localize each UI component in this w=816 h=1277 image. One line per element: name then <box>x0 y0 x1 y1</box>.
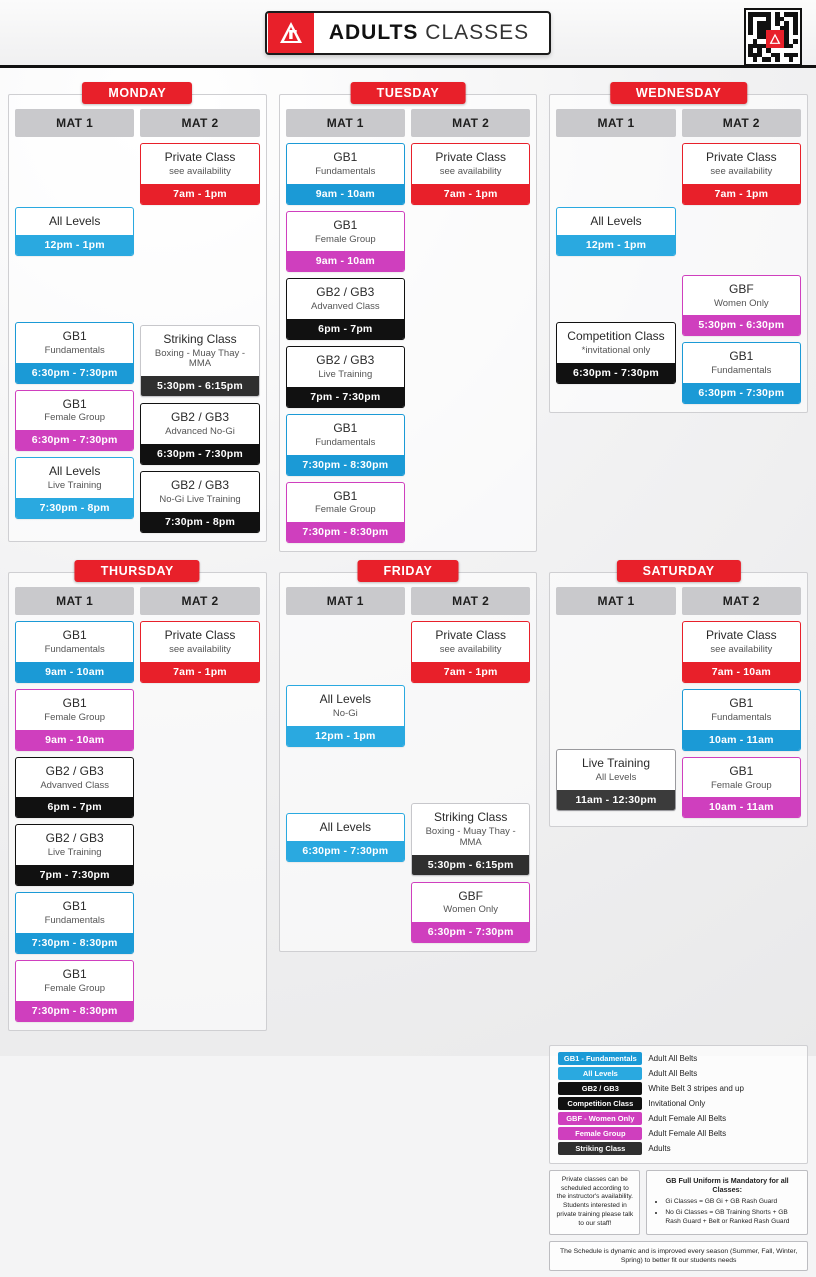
class-time: 7am - 1pm <box>141 184 258 204</box>
class-card-body <box>287 415 404 455</box>
class-card-body <box>16 893 133 933</box>
legend-chip: Female Group <box>558 1127 642 1140</box>
schedule-spacer <box>556 685 675 743</box>
class-card-body <box>287 814 404 841</box>
legend-item <box>558 1112 799 1125</box>
class-time: 6:30pm - 7:30pm <box>287 841 404 861</box>
legend-chip: GBF - Women Only <box>558 1112 642 1125</box>
mat2-label: MAT 2 <box>682 587 801 615</box>
class-title: GB1 <box>333 150 358 164</box>
class-time: 9am - 10am <box>16 662 133 682</box>
class-time: 5:30pm - 6:30pm <box>683 315 800 335</box>
mat2-classes <box>411 143 530 543</box>
class-subtitle: Female Group <box>44 412 106 424</box>
class-time: 6:30pm - 7:30pm <box>557 363 674 383</box>
mat2-classes <box>140 143 259 533</box>
class-title: Private Class <box>705 150 777 164</box>
class-card-body <box>412 144 529 184</box>
class-card-body <box>287 279 404 319</box>
class-time: 6:30pm - 7:30pm <box>683 383 800 403</box>
class-title: GB1 <box>62 396 87 411</box>
day-column-friday <box>279 560 538 1030</box>
class-time: 7am - 1pm <box>412 662 529 682</box>
class-card-body <box>16 825 133 865</box>
class-card-body <box>683 622 800 662</box>
class-subtitle: Fundamentals <box>315 165 376 177</box>
mat-columns <box>286 109 531 543</box>
class-time: 7am - 1pm <box>412 184 529 204</box>
class-card-body <box>557 750 674 790</box>
class-time: 10am - 11am <box>683 730 800 750</box>
day-body <box>549 94 808 413</box>
class-time: 7:30pm - 8:30pm <box>287 522 404 542</box>
mat1-label: MAT 1 <box>15 109 134 137</box>
class-title: GB2 / GB3 <box>316 285 375 300</box>
schedule-spacer <box>286 621 405 679</box>
legend-description: Adult All Belts <box>648 1053 698 1063</box>
class-title: GB1 <box>333 217 358 232</box>
class-subtitle: see availability <box>710 165 773 177</box>
class-time: 9am - 10am <box>16 730 133 750</box>
day-header: WEDNESDAY <box>610 82 748 104</box>
day-header: SATURDAY <box>617 560 741 582</box>
class-subtitle: Female Group <box>314 504 376 516</box>
class-subtitle: see availability <box>439 165 502 177</box>
mat1-classes <box>15 621 134 1021</box>
class-card[interactable] <box>140 621 259 683</box>
legend-description: Adult All Belts <box>648 1068 698 1078</box>
legend-description: Adults <box>648 1143 671 1153</box>
class-card-body <box>412 622 529 662</box>
class-card[interactable] <box>286 685 405 747</box>
class-subtitle: Advanved Class <box>310 301 380 313</box>
class-title: GB1 <box>62 328 87 343</box>
mat-columns <box>286 587 531 943</box>
class-card-body <box>412 883 529 923</box>
legend-description: White Belt 3 stripes and up <box>648 1083 744 1093</box>
day-body <box>279 94 538 552</box>
class-title: GBF <box>728 281 754 296</box>
mat2-label: MAT 2 <box>411 587 530 615</box>
class-title: All Levels <box>590 214 642 228</box>
class-card-body <box>141 326 258 377</box>
mat2-label: MAT 2 <box>140 587 259 615</box>
class-time: 7am - 1pm <box>683 184 800 204</box>
class-subtitle: Female Group <box>44 711 106 723</box>
class-subtitle: No-Gi <box>332 708 358 720</box>
day-header: MONDAY <box>82 82 192 104</box>
mat1-label: MAT 1 <box>556 109 675 137</box>
class-title: Private Class <box>435 150 506 164</box>
class-time: 6:30pm - 7:30pm <box>141 444 258 464</box>
class-time: 6pm - 7pm <box>16 797 133 817</box>
class-title: Competition Class <box>567 328 665 343</box>
mat1-label: MAT 1 <box>15 587 134 615</box>
class-card[interactable] <box>556 749 675 811</box>
class-subtitle: Boxing - Muay Thay - MMA <box>154 347 246 370</box>
class-time: 5:30pm - 6:15pm <box>412 855 529 875</box>
class-card-body <box>557 208 674 235</box>
class-card-body <box>16 690 133 730</box>
class-title: GB1 <box>62 696 87 711</box>
class-card[interactable] <box>682 275 801 337</box>
legend-description: Adult Female All Belts <box>648 1113 727 1123</box>
class-card-body <box>16 458 133 498</box>
day-body <box>549 572 808 827</box>
class-card[interactable] <box>682 342 801 404</box>
class-card-body <box>141 472 258 512</box>
class-title: GBF <box>458 888 483 903</box>
class-title: All Levels <box>48 214 101 228</box>
mat-columns <box>556 109 801 404</box>
class-title: GB1 <box>333 420 358 435</box>
class-card[interactable] <box>411 803 530 876</box>
class-title: GB2 / GB3 <box>170 478 229 493</box>
mat2-classes <box>140 621 259 1021</box>
class-subtitle: Live Training <box>318 368 373 380</box>
class-card[interactable] <box>15 892 134 954</box>
class-card[interactable] <box>15 757 134 819</box>
mat1-classes <box>15 143 134 533</box>
legend-section <box>549 1045 808 1272</box>
day-column-tuesday <box>279 82 538 552</box>
page-title-bold: ADULTS <box>328 20 419 44</box>
mat2-classes <box>411 621 530 943</box>
class-subtitle: *invitational only <box>581 344 651 356</box>
class-card-body <box>16 208 133 235</box>
class-card-body <box>16 622 133 662</box>
class-subtitle: Boxing - Muay Thay - MMA <box>425 825 516 848</box>
class-card[interactable] <box>15 390 134 452</box>
class-subtitle: No-Gi Live Training <box>159 493 241 505</box>
class-subtitle: Live Training <box>47 480 102 492</box>
class-subtitle: All Levels <box>595 772 637 784</box>
page-title-light: CLASSES <box>425 20 530 44</box>
class-time: 7:30pm - 8pm <box>141 512 258 532</box>
class-subtitle: see availability <box>169 644 231 656</box>
class-subtitle: Fundamentals <box>44 914 105 926</box>
schedule-footer-note: The Schedule is dynamic and is improved every season (Summer, Fall, Winter, Spring) to better fit our students needs <box>549 1241 808 1271</box>
class-card[interactable] <box>286 346 405 408</box>
uniform-note-item: • No Gi Classes = GB Training Shorts + GB Rash Guard + Belt or Ranked Rash Guard <box>665 1209 801 1227</box>
class-time: 11am - 12:30pm <box>557 790 674 810</box>
class-time: 12pm - 1pm <box>557 235 674 255</box>
private-class-note: Private classes can be scheduled according to the instructor's availability. Students interested in private training please talk to our staff! <box>549 1170 640 1235</box>
class-card[interactable] <box>682 689 801 751</box>
mat1-label: MAT 1 <box>286 587 405 615</box>
class-title: Private Class <box>164 628 236 643</box>
legend-item <box>558 1067 799 1080</box>
week-grid <box>0 68 816 1277</box>
class-title: GB1 <box>62 628 87 643</box>
class-card[interactable] <box>286 211 405 273</box>
day-header: TUESDAY <box>351 82 466 104</box>
class-card-body <box>683 758 800 798</box>
schedule-spacer <box>15 262 134 316</box>
class-card-body <box>287 483 404 523</box>
class-card[interactable] <box>286 143 405 205</box>
class-subtitle: Female Group <box>44 982 106 994</box>
mat-columns <box>556 587 801 818</box>
class-time: 12pm - 1pm <box>287 726 404 746</box>
class-subtitle: Fundamentals <box>44 344 105 356</box>
class-subtitle: see availability <box>439 644 502 656</box>
page-header <box>0 0 816 68</box>
legend-list <box>549 1045 808 1164</box>
mat1-classes <box>286 143 405 543</box>
class-subtitle: Advanved Class <box>40 779 109 791</box>
uniform-note <box>646 1170 808 1235</box>
class-subtitle: Women Only <box>443 904 499 916</box>
mat2-label: MAT 2 <box>682 109 801 137</box>
class-card-body <box>412 804 529 855</box>
class-card[interactable] <box>15 621 134 683</box>
mat1-label: MAT 1 <box>556 587 675 615</box>
day-column-wednesday <box>549 82 808 552</box>
class-card[interactable] <box>140 403 259 465</box>
class-card[interactable] <box>15 824 134 886</box>
class-card[interactable] <box>286 278 405 340</box>
class-subtitle: Live Training <box>47 847 102 859</box>
mat2-label: MAT 2 <box>411 109 530 137</box>
notes-row <box>549 1170 808 1235</box>
class-card-body <box>287 686 404 726</box>
class-time: 9am - 10am <box>287 251 404 271</box>
class-subtitle: Fundamentals <box>711 365 772 377</box>
class-time: 7am - 1pm <box>141 662 258 682</box>
legend-item <box>558 1142 799 1155</box>
legend-chip: All Levels <box>558 1067 642 1080</box>
schedule-spacer <box>140 211 259 319</box>
class-time: 12pm - 1pm <box>16 235 133 255</box>
class-card[interactable] <box>556 322 675 384</box>
day-column-saturday <box>549 560 808 1030</box>
day-body <box>279 572 538 952</box>
day-header: FRIDAY <box>357 560 458 582</box>
legend-description: Adult Female All Belts <box>648 1128 727 1138</box>
mat1-classes <box>556 143 675 404</box>
class-card-body <box>16 323 133 363</box>
class-card[interactable] <box>15 207 134 256</box>
class-card[interactable] <box>556 207 675 256</box>
class-time: 7:30pm - 8pm <box>16 498 133 518</box>
class-card[interactable] <box>15 457 134 519</box>
legend-chip: GB1 - Fundamentals <box>558 1052 642 1065</box>
class-subtitle: see availability <box>169 165 231 177</box>
class-time: 7:30pm - 8:30pm <box>287 455 404 475</box>
mat1-classes <box>286 621 405 943</box>
class-title: All Levels <box>319 692 371 707</box>
day-body <box>8 94 267 542</box>
class-card-body <box>683 343 800 383</box>
class-title: GB1 <box>729 696 754 711</box>
class-card-body <box>16 961 133 1001</box>
class-subtitle: Female Group <box>710 779 772 791</box>
schedule-spacer <box>556 143 675 201</box>
class-time: 6:30pm - 7:30pm <box>16 430 133 450</box>
legend-item <box>558 1127 799 1140</box>
class-card[interactable] <box>140 325 259 398</box>
legend-chip: GB2 / GB3 <box>558 1082 642 1095</box>
class-title: GB1 <box>333 488 358 503</box>
class-card-body <box>141 404 258 444</box>
class-card-body <box>287 144 404 184</box>
mat-columns <box>15 587 260 1021</box>
class-time: 7:30pm - 8:30pm <box>16 1001 133 1021</box>
schedule-spacer <box>556 621 675 679</box>
day-body <box>8 572 267 1030</box>
class-time: 7pm - 7:30pm <box>16 865 133 885</box>
class-time: 9am - 10am <box>287 184 404 204</box>
mat1-classes <box>556 621 675 818</box>
class-card[interactable] <box>15 689 134 751</box>
legend-item <box>558 1082 799 1095</box>
class-title: Live Training <box>581 756 651 771</box>
class-card[interactable] <box>140 143 259 205</box>
schedule-spacer <box>286 753 405 807</box>
uniform-note-item: • Gi Classes = GB Gi + GB Rash Guard <box>665 1198 801 1207</box>
class-title: GB1 <box>62 899 87 914</box>
class-title: Striking Class <box>163 331 237 346</box>
class-card[interactable] <box>411 621 530 683</box>
schedule-spacer <box>411 689 530 797</box>
class-card[interactable] <box>411 143 530 205</box>
class-time: 7pm - 7:30pm <box>287 387 404 407</box>
mat2-classes <box>682 143 801 404</box>
class-card-body <box>683 690 800 730</box>
mat1-label: MAT 1 <box>286 109 405 137</box>
class-title: GB2 / GB3 <box>316 353 375 368</box>
class-subtitle: Women Only <box>713 297 769 309</box>
class-card[interactable] <box>682 143 801 205</box>
class-title: GB2 / GB3 <box>45 831 104 846</box>
schedule-spacer <box>682 211 801 269</box>
title-bar <box>265 11 551 55</box>
class-title: GB1 <box>729 349 754 364</box>
class-subtitle: Fundamentals <box>315 436 376 448</box>
class-card-body <box>141 144 258 184</box>
class-card-body <box>16 758 133 798</box>
class-subtitle: Fundamentals <box>711 711 772 723</box>
class-time: 5:30pm - 6:15pm <box>141 376 258 396</box>
class-card[interactable] <box>286 482 405 544</box>
page-title <box>315 21 549 45</box>
class-title: GB1 <box>729 763 754 778</box>
class-card[interactable] <box>15 960 134 1022</box>
legend-item <box>558 1097 799 1110</box>
class-card-body <box>16 391 133 431</box>
class-title: All Levels <box>319 820 371 835</box>
uniform-note-title: GB Full Uniform is Mandatory for all Classes: <box>665 1175 789 1195</box>
class-card-body <box>287 347 404 387</box>
class-subtitle: Female Group <box>314 233 376 245</box>
mat2-label: MAT 2 <box>140 109 259 137</box>
class-time: 7:30pm - 8:30pm <box>16 933 133 953</box>
class-title: Private Class <box>435 628 506 643</box>
class-card[interactable] <box>682 757 801 819</box>
class-title: Private Class <box>705 628 777 643</box>
class-card[interactable] <box>286 414 405 476</box>
gracie-barra-triangle-icon <box>268 13 314 53</box>
qr-code-icon[interactable] <box>744 8 802 66</box>
class-time: 10am - 11am <box>683 797 800 817</box>
class-subtitle: see availability <box>710 644 773 656</box>
legend-chip: Striking Class <box>558 1142 642 1155</box>
day-column-monday <box>8 82 267 552</box>
class-card[interactable] <box>682 621 801 683</box>
legend-item <box>558 1052 799 1065</box>
class-card[interactable] <box>140 471 259 533</box>
class-card-body <box>683 144 800 184</box>
class-time: 6pm - 7pm <box>287 319 404 339</box>
class-card-body <box>557 323 674 363</box>
class-card[interactable] <box>411 882 530 944</box>
class-card[interactable] <box>286 813 405 862</box>
class-card-body <box>141 622 258 662</box>
uniform-note-list <box>653 1198 801 1227</box>
class-time: 6:30pm - 7:30pm <box>412 922 529 942</box>
class-subtitle: Advanced No-Gi <box>165 426 235 438</box>
class-title: GB2 / GB3 <box>170 410 229 425</box>
class-card-body <box>683 276 800 316</box>
class-card[interactable] <box>15 322 134 384</box>
legend-chip: Competition Class <box>558 1097 642 1110</box>
schedule-spacer <box>556 262 675 316</box>
day-column-thursday <box>8 560 267 1030</box>
class-title: Private Class <box>164 150 236 164</box>
schedule-spacer <box>15 143 134 201</box>
class-title: GB2 / GB3 <box>45 763 104 778</box>
mat-columns <box>15 109 260 533</box>
class-time: 7am - 10am <box>683 662 800 682</box>
class-card-body <box>287 212 404 252</box>
day-header: THURSDAY <box>75 560 200 582</box>
mat2-classes <box>682 621 801 818</box>
class-time: 6:30pm - 7:30pm <box>16 363 133 383</box>
class-subtitle: Fundamentals <box>44 644 105 656</box>
class-title: Striking Class <box>433 810 508 825</box>
legend-description: Invitational Only <box>648 1098 706 1108</box>
class-title: GB1 <box>62 966 87 981</box>
class-title: All Levels <box>48 464 101 479</box>
